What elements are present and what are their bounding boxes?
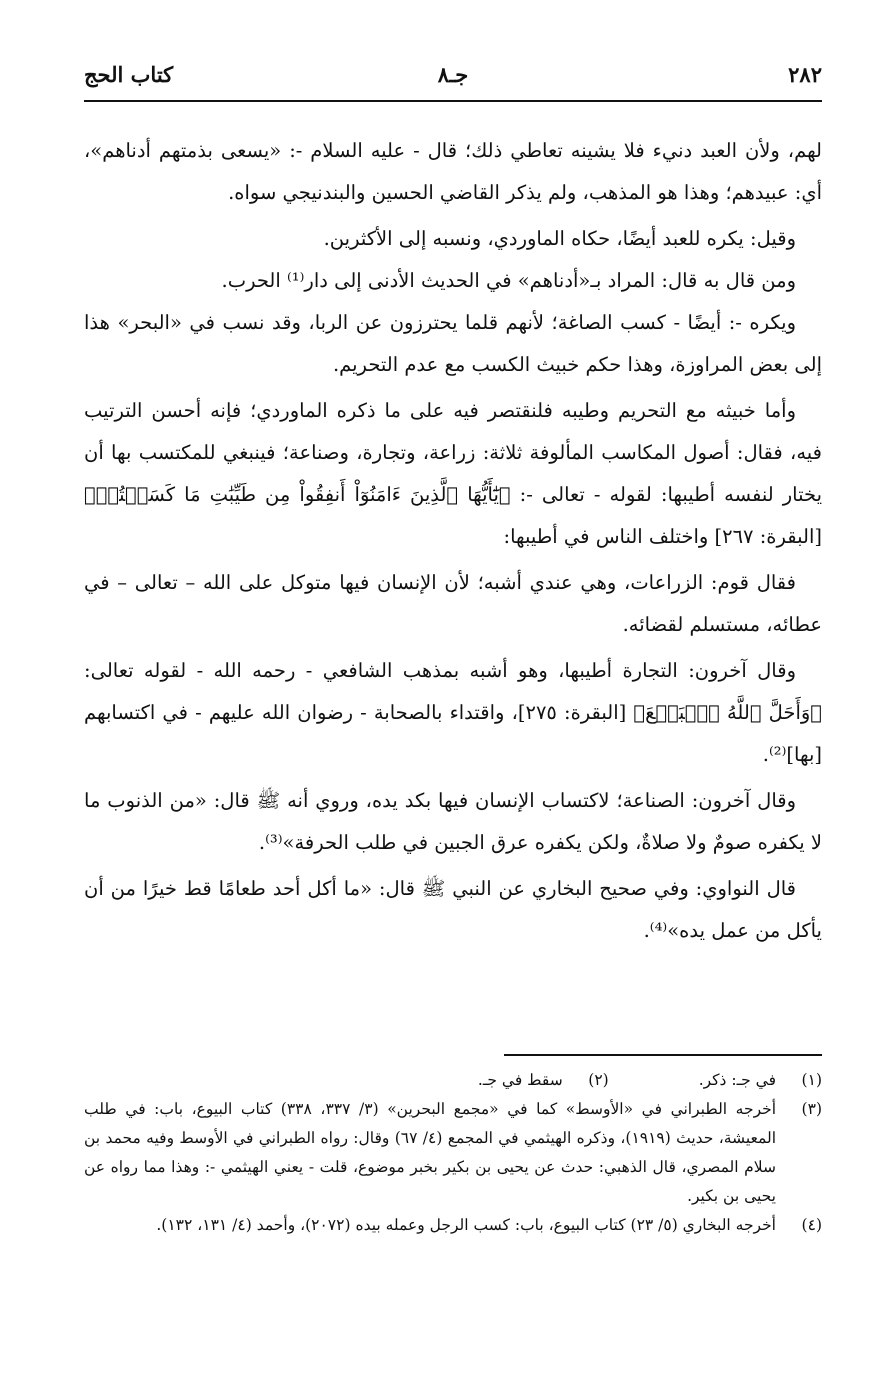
footnote-text: أخرجه الطبراني في «الأوسط» كما في «مجمع البحرين» (٣/ ٣٣٧، ٣٣٨) كتاب البيوع، باب: في طلب المعيشة، حديث (١٩١٩)، وذكره الهيثمي في المجمع (٤/ ٦٧) وقال: رواه الطبراني في الأوسط وفيه محمد بن سلام المصري، قال الذهبي: حدث عن يحيى بن بكير بخبر موضوع، قلت - يعني الهيثمي -: وهذا مما رواه عن يحيى بن بكير.: [84, 1100, 777, 1205]
paragraph: لهم، ولأن العبد دنيء فلا يشينه تعاطي ذلك؛ قال - عليه السلام -: «يسعى بذمتهم أدناهم»، أي: عبيدهم؛ وهذا هو المذهب، ولم يذكر القاضي الحسين والبندنيجي سواه.: [84, 139, 822, 204]
footnote-number: (١): [801, 1071, 822, 1089]
page-number: ٢٨٢: [788, 62, 822, 87]
footnote-number: (٢): [588, 1071, 609, 1089]
paragraph: وقال آخرون: الصناعة؛ لاكتساب الإنسان فيها بكد يده، وروي أنه ﷺ قال: «من الذنوب ما لا يكفره صومٌ ولا صلاةٌ، ولكن يكفره عرق الجبين في طلب الحرفة»⁽³⁾.: [84, 789, 822, 854]
footnote-text: في جـ: ذكر.: [698, 1071, 776, 1089]
footnote-rule: [504, 1054, 822, 1056]
footnote-row: [84, 1066, 822, 1095]
footnote-text: أخرجه البخاري (٥/ ٢٣) كتاب البيوع، باب: كسب الرجل وعمله بيده (٢٠٧٢)، وأحمد (٤/ ١٣١، ١٣٢).: [156, 1216, 776, 1234]
paragraph: وقال آخرون: التجارة أطيبها، وهو أشبه بمذهب الشافعي - رحمه الله - لقوله تعالى: ﴿وَأَحَلَّ ٱللَّهُ ٱلۡبَيۡعَ﴾ [البقرة: ٢٧٥]، واقتداء بالصحابة - رضوان الله عليهم - في اكتسابهم [بها]⁽²⁾.: [84, 659, 822, 766]
paragraph: ويكره -: أيضًا - كسب الصاغة؛ لأنهم قلما يحترزون عن الربا، وقد نسب في «البحر» هذا إلى بعض المراوزة، وهذا حكم خبيث الكسب مع عدم التحريم.: [84, 311, 822, 376]
paragraph: قال النواوي: وفي صحيح البخاري عن النبي ﷺ قال: «ما أكل أحد طعامًا قط خيرًا من أن يأكل من عمل يده»⁽⁴⁾.: [84, 877, 822, 942]
paragraph: فقال قوم: الزراعات، وهي عندي أشبه؛ لأن الإنسان فيها متوكل على الله – تعالى – في عطائه، مستسلم لقضائه.: [84, 571, 822, 636]
footnote-4: [84, 1211, 822, 1240]
footnote-text: سقط في جـ.: [477, 1071, 563, 1089]
paragraph: وقيل: يكره للعبد أيضًا، حكاه الماوردي، ونسبه إلى الأكثرين.: [323, 227, 796, 250]
page-header: [84, 58, 822, 98]
book-title: كتاب الحج: [84, 62, 174, 87]
footnote-1: [699, 1066, 822, 1095]
volume-label: جـ٨: [437, 62, 469, 87]
paragraph: ومن قال به قال: المراد بـ«أدناهم» في الحديث الأدنى إلى دار⁽¹⁾ الحرب.: [221, 269, 796, 292]
footnote-number: (٣): [801, 1100, 822, 1118]
paragraph: وأما خبيثه مع التحريم وطيبه فلنقتصر فيه على ما ذكره الماوردي؛ فإنه أحسن الترتيب فيه، فقال: أصول المكاسب المألوفة ثلاثة: زراعة، وتجارة، وصناعة؛ فينبغي للمكتسب بها أن يختار لنفسه أطيبها: لقوله - تعالى -: ﴿يَٰٓأَيُّهَا ٱلَّذِينَ ءَامَنُوٓاْ أَنفِقُواْ مِن طَيِّبَٰتِ مَا كَسَبۡتُمۡ﴾ [البقرة: ٢٦٧] واختلف الناس في أطيبها:: [84, 399, 822, 548]
header-rule: [84, 100, 822, 102]
footnote-2: [478, 1066, 609, 1095]
footnote-3: [84, 1095, 822, 1211]
main-text: [84, 130, 822, 952]
footnote-number: (٤): [801, 1216, 822, 1234]
footnotes: [84, 1066, 822, 1240]
